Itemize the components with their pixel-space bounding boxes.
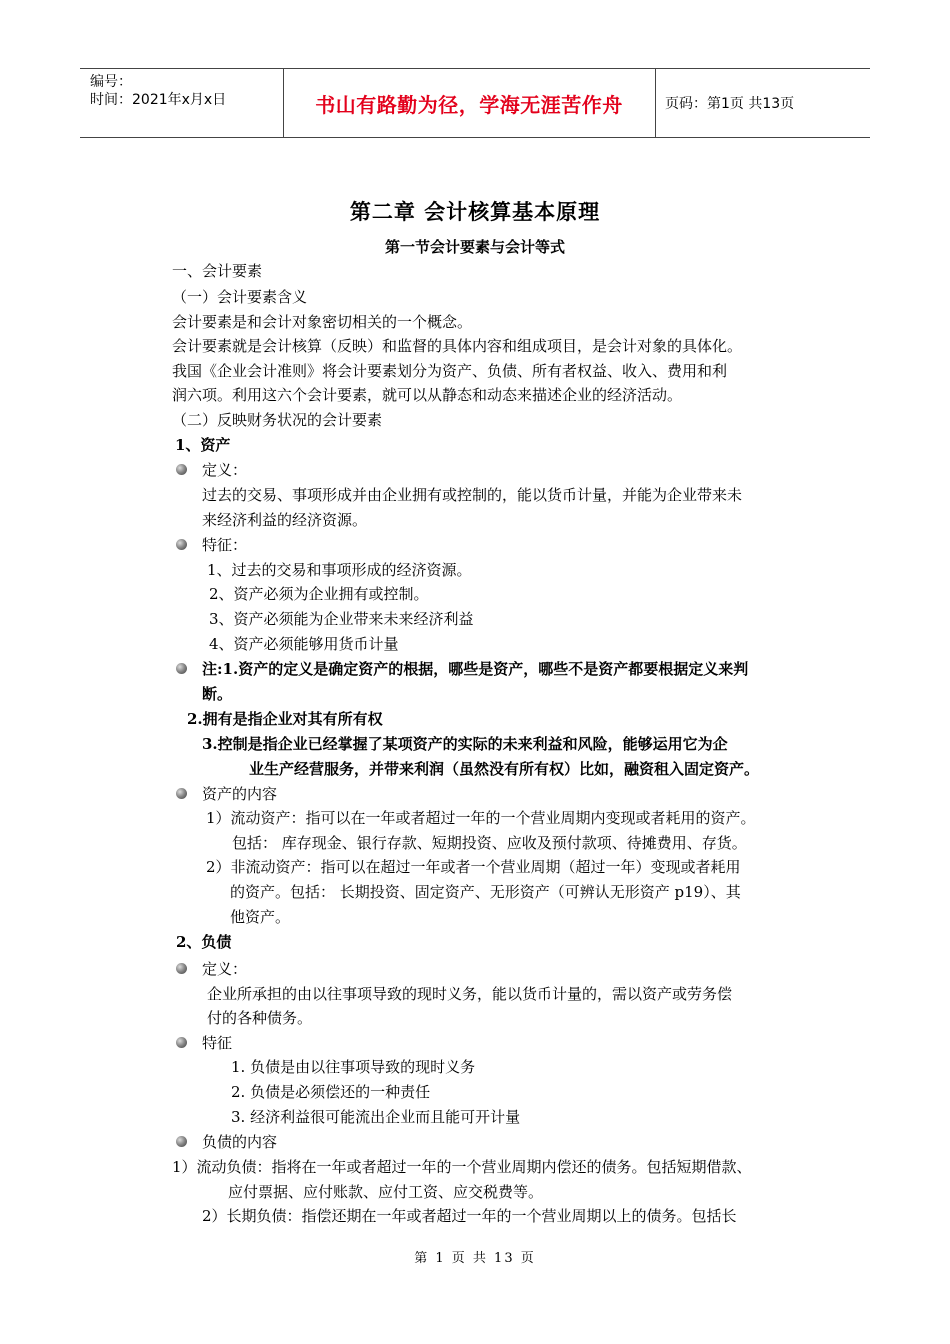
text-line: 1、过去的交易和事项形成的经济资源。 <box>207 561 472 579</box>
text-line: 3.控制是指企业已经掌握了某项资产的实际的未来利益和风险，能够运用它为企 <box>202 735 728 753</box>
text-line: 2.拥有是指企业对其有所有权 <box>187 710 383 728</box>
section-title: 第一节会计要素与会计等式 <box>384 238 565 256</box>
header-info-cell <box>80 69 284 137</box>
text-line: 定义： <box>202 461 248 479</box>
text-line: 会计要素就是会计核算（反映）和监督的具体内容和组成项目，是会计对象的具体化。 <box>172 337 743 355</box>
bullet-icon <box>176 663 187 674</box>
text-line: 企业所承担的由以往事项导致的现时义务，能以货币计量的，需以资产或劳务偿 <box>207 985 733 1003</box>
time-label: 时间：2021年x月x日 <box>90 92 227 108</box>
text-line: 过去的交易、事项形成并由企业拥有或控制的，能以货币计量，并能为企业带来未 <box>202 486 743 504</box>
text-line: 3、资产必须能为企业带来未来经济利益 <box>209 610 474 628</box>
page-footer: 第 1 页 共 13 页 <box>414 1251 536 1266</box>
text-line: 1）流动资产：指可以在一年或者超过一年的一个营业周期内变现或者耗用的资产。 <box>206 809 756 827</box>
chapter-title: 第二章 会计核算基本原理 <box>349 199 601 224</box>
text-line: 来经济利益的经济资源。 <box>202 511 368 529</box>
text-line: 的资产。包括： 长期投资、固定资产、无形资产（可辨认无形资产 p19）、其 <box>230 883 741 901</box>
bullet-icon <box>176 539 187 550</box>
text-line: 3. 经济利益很可能流出企业而且能可开计量 <box>231 1108 521 1126</box>
bullet-icon <box>176 1136 187 1147</box>
bullet-icon <box>176 464 187 475</box>
text-line: 特征： <box>202 536 248 554</box>
text-line: 2）非流动资产：指可以在超过一年或者一个营业周期（超过一年）变现或者耗用 <box>206 858 741 876</box>
bullet-icon <box>176 1037 187 1048</box>
text-line: 特征 <box>202 1034 233 1052</box>
heading-elements: 一、会计要素 <box>172 262 263 280</box>
page-header <box>80 68 870 138</box>
text-line: 应付票据、应付账款、应付工资、应交税费等。 <box>228 1183 544 1201</box>
text-line: 断。 <box>202 685 233 703</box>
text-line: 1）流动负债：指将在一年或者超过一年的一个营业周期内偿还的债务。包括短期借款、 <box>172 1158 752 1176</box>
text-line: 2）长期负债：指偿还期在一年或者超过一年的一个营业周期以上的债务。包括长 <box>202 1207 737 1225</box>
text-line: 润六项。利用这六个会计要素，就可以从静态和动态来描述企业的经济活动。 <box>172 386 683 404</box>
text-line: 负债的内容 <box>202 1133 278 1151</box>
text-line: 注:1.资产的定义是确定资产的根据，哪些是资产，哪些不是资产都要根据定义来判 <box>202 660 749 678</box>
text-line: 他资产。 <box>230 908 291 926</box>
text-line: 定义： <box>202 960 248 978</box>
heading-meaning: （一）会计要素含义 <box>172 288 308 306</box>
text-line: 2、资产必须为企业拥有或控制。 <box>209 585 429 603</box>
text-line: 业生产经营服务，并带来利润（虽然没有所有权）比如，融资租入固定资产。 <box>249 760 760 778</box>
number-label: 编号： <box>90 74 132 90</box>
header-motto-cell <box>283 69 656 137</box>
text-line: 付的各种债务。 <box>207 1009 313 1027</box>
text-line: 包括： 库存现金、银行存款、短期投资、应收及预付款项、待摊费用、存货。 <box>232 834 747 852</box>
text-line: 资产的内容 <box>202 785 278 803</box>
heading-liabilities: 2、负债 <box>176 933 232 951</box>
text-line: 1. 负债是由以往事项导致的现时义务 <box>231 1058 476 1076</box>
heading-assets: 1、资产 <box>175 436 231 454</box>
motto-text: 书山有路勤为径，学海无涯苦作舟 <box>315 93 623 117</box>
header-page-cell <box>655 69 870 137</box>
text-line: 会计要素是和会计对象密切相关的一个概念。 <box>172 313 473 331</box>
text-line: 我国《企业会计准则》将会计要素划分为资产、负债、所有者权益、收入、费用和利 <box>172 362 728 380</box>
text-line: 2. 负债是必须偿还的一种责任 <box>231 1083 431 1101</box>
page-code: 页码：第1页 共13页 <box>665 96 795 112</box>
bullet-icon <box>176 788 187 799</box>
heading-financial: （二）反映财务状况的会计要素 <box>172 411 383 429</box>
bullet-icon <box>176 963 187 974</box>
text-line: 4、资产必须能够用货币计量 <box>209 635 399 653</box>
